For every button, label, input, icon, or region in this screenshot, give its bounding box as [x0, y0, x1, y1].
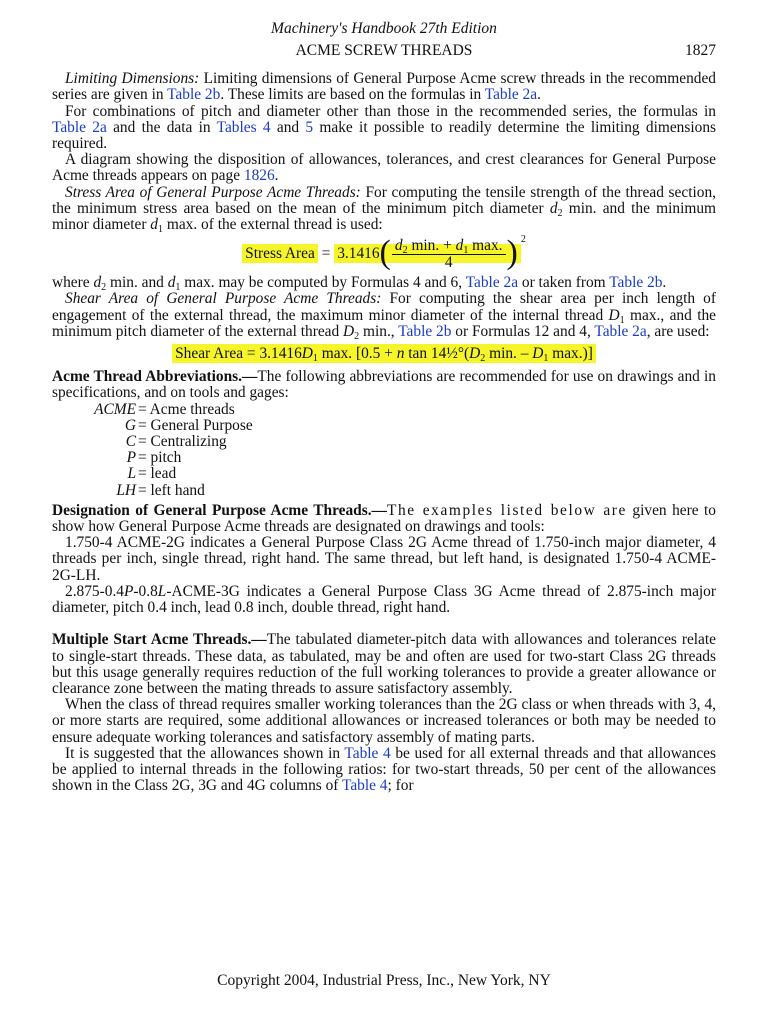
link-table-5[interactable]: 5	[305, 118, 314, 136]
limiting-heading: Limiting Dimensions:	[65, 70, 200, 88]
abbr-value: = Centralizing	[138, 433, 227, 451]
fraction-denominator: 4	[444, 254, 453, 272]
symbol: d	[549, 199, 558, 217]
fraction	[392, 238, 506, 271]
right-paren: )	[506, 233, 518, 271]
formula-highlight	[242, 244, 318, 263]
paragraph-designation-example-2	[52, 584, 716, 616]
text: -ACME-3G indicates a General Purpose Class 3G Acme thread of 2.875-inch major diameter, pitch 0.4 inch, lead 0.8 inch, double thread, right hand.	[52, 582, 716, 617]
symbol: L	[157, 582, 167, 600]
link-table-2a[interactable]: Table 2a	[52, 118, 107, 136]
abbr-value: = Acme threads	[138, 400, 235, 418]
subscript: 1	[312, 353, 318, 365]
text: For computing the shear area per inch length of engagement of the external thread, the maximum minor diameter of the internal thread	[52, 290, 716, 324]
text: 2.875-0.4	[65, 582, 124, 600]
abbr-value: = pitch	[138, 449, 182, 467]
text: max.	[468, 237, 503, 255]
text: min. and the minimum minor diameter	[52, 199, 717, 234]
link-table-4[interactable]: Table 4	[344, 744, 391, 762]
text: tan 14½°(	[404, 345, 470, 363]
link-table-2b[interactable]: Table 2b	[167, 86, 221, 104]
link-table-2a[interactable]: Table 2a	[484, 86, 538, 104]
paragraph-shear-area	[52, 291, 716, 340]
text: max.)]	[548, 345, 593, 363]
abbr-key: P	[126, 449, 136, 467]
text: A diagram showing the disposition of allowances, tolerances, and crest clearances for General Purpose Acme threads appears on page	[52, 151, 716, 185]
abbr-value: = General Purpose	[138, 416, 253, 434]
shear-area-formula	[52, 345, 716, 365]
symbol: d	[93, 274, 102, 292]
subscript: 1	[543, 353, 549, 365]
subscript: 1	[619, 314, 625, 326]
link-table-2a[interactable]: Table 2a	[465, 274, 519, 292]
paragraph-stress-where	[52, 274, 716, 294]
document-page	[52, 18, 716, 794]
text: make it possible to readily determine the limiting dimensions required.	[52, 118, 717, 153]
link-table-2b[interactable]: Table 2b	[609, 274, 663, 292]
symbol: D	[469, 345, 481, 363]
abbreviations-heading: Acme Thread Abbreviations.—	[52, 368, 258, 386]
text: The following abbreviations are recommended for use on drawings and in specifications, and on tools and gages:	[52, 368, 716, 402]
text: The tabulated diameter-pitch data with allowances and tolerances relate to single-start threads. These data, as tabulated, may be and often are used for two-start Class 2G threads but this usage generally requires reduction of the full working tolerances to provide a greater allowance or clearance zone between the mating threads to assure satisfactory assembly.	[52, 631, 716, 697]
formula-equals: =	[317, 245, 335, 263]
exponent: 2	[520, 234, 526, 246]
symbol: d	[150, 216, 158, 234]
paragraph-stress-area	[52, 185, 716, 234]
subscript: 1	[463, 245, 469, 257]
symbol: D	[343, 322, 355, 340]
subscript: 1	[175, 282, 181, 294]
text: . These limits are based on the formulas in	[220, 86, 485, 104]
text: For computing the tensile strength of the thread section, the minimum stress area based on the mean of the minimum pitch diameter	[52, 183, 716, 217]
paragraph-limiting-dimensions	[52, 71, 716, 103]
symbol: D	[608, 306, 620, 324]
designation-heading: Designation of General Purpose Acme Threads.—	[52, 501, 387, 519]
formula-label: Shear Area	[175, 345, 244, 363]
page-number: 1827	[685, 42, 716, 60]
subscript: 2	[101, 282, 107, 294]
symbol: P	[124, 582, 134, 600]
formula-highlight	[172, 344, 596, 363]
abbr-key: G	[124, 416, 136, 434]
shear-heading: Shear Area of General Purpose Acme Threads:	[65, 290, 382, 308]
text: -0.8	[133, 582, 158, 600]
paragraph-combinations	[52, 104, 716, 153]
book-title: Machinery's Handbook 27th Edition	[271, 20, 497, 37]
subscript: 2	[557, 207, 563, 219]
text: given here to show how General Purpose Acme threads are designated on drawings and tools:	[52, 501, 716, 536]
symbol: D	[532, 345, 544, 363]
text: , are used:	[646, 322, 710, 340]
text: min. +	[411, 237, 456, 255]
text: where	[52, 274, 94, 292]
abbr-key: C	[125, 433, 136, 451]
text: min. –	[485, 345, 533, 363]
left-paren: (	[379, 233, 391, 271]
symbol: d	[167, 274, 176, 292]
text: max. may be computed by Formulas 4 and 6,	[180, 274, 466, 292]
text: It is suggested that the allowances shown in	[65, 744, 345, 762]
text: ; for	[387, 777, 414, 795]
symbol: d	[455, 237, 464, 255]
link-page-1826[interactable]: 1826	[243, 167, 275, 185]
paragraph-multiple-start-2: When the class of thread requires smaller working tolerances than the 2G class or when threads with 3, 4, or more starts are required, some additional allowances or increased tolerances or both may be needed to ensure adequate working tolerances and satisfactory assembly of mating parts.	[52, 696, 716, 746]
paragraph-multiple-start-3	[52, 746, 716, 795]
text: .	[537, 86, 541, 104]
abbreviation-list	[52, 402, 716, 499]
paragraph-abbreviations	[52, 369, 716, 401]
abbr-key: L	[127, 465, 136, 483]
link-table-2b[interactable]: Table 2b	[398, 322, 452, 340]
symbol: d	[394, 237, 403, 255]
text: max. of the external thread is used:	[163, 216, 383, 234]
paragraph-designation	[52, 503, 716, 535]
link-table-2a[interactable]: Table 2a	[594, 322, 647, 340]
subscript: 2	[354, 330, 360, 342]
link-table-4[interactable]: Table 4	[342, 777, 388, 795]
subscript: 2	[402, 245, 408, 257]
copyright-footer: Copyright 2004, Industrial Press, Inc., New York, NY	[217, 972, 551, 989]
text: .	[662, 274, 667, 292]
paragraph-multiple-start	[52, 632, 716, 697]
abbr-key: LH	[116, 481, 136, 499]
abbr-key: ACME	[94, 400, 136, 418]
abbr-value: = left hand	[138, 481, 205, 499]
multistart-heading: Multiple Start Acme Threads.—	[52, 631, 267, 649]
link-tables-4[interactable]: Tables 4	[216, 118, 271, 136]
text: .	[274, 167, 279, 185]
text: max., and the minimum pitch diameter of the external thread	[52, 306, 716, 340]
text: or taken from	[518, 274, 610, 292]
text: be used for all external threads and that allowances be applied to internal threads in the following ratios: for two-start threads, 50 per cent of the allowances shown in the Class 2G, 3G and 4G columns of	[52, 744, 716, 795]
text: min.,	[359, 322, 399, 340]
text: For combinations of pitch and diameter other than those in the recommended series, the formulas in	[65, 102, 716, 120]
text: or Formulas 12 and 4,	[451, 322, 595, 340]
stress-heading: Stress Area of General Purpose Acme Threads:	[65, 183, 361, 201]
text: Limiting dimensions of General Purpose Acme screw threads in the recommended series are given in	[52, 70, 716, 104]
text: max. [0.5 +	[317, 345, 397, 363]
paragraph-designation-example-1: 1.750-4 ACME-2G indicates a General Purpose Class 2G Acme thread of 1.750-inch major diameter, 4 threads per inch, single thread, right hand. The same thread, but left hand, is designated 1.750-4 ACME-2G-LH.	[52, 534, 716, 584]
formula-constant: 3.1416	[337, 245, 380, 263]
symbol: D	[301, 345, 313, 363]
abbr-value: = lead	[138, 465, 177, 483]
running-header	[52, 43, 716, 61]
stress-area-formula	[52, 233, 716, 272]
text: min. and	[106, 274, 168, 292]
subscript: 1	[158, 224, 163, 236]
paragraph-diagram	[52, 152, 716, 184]
text: 3.1416	[259, 345, 302, 363]
text: and	[270, 118, 306, 136]
formula-label: Stress Area	[245, 245, 315, 263]
text: The examples listed below are	[386, 501, 627, 519]
formula-equals: =	[243, 345, 260, 363]
chapter-title: ACME SCREW THREADS	[295, 42, 473, 60]
text: and the data in	[106, 118, 217, 136]
subscript: 2	[480, 353, 486, 365]
symbol: n	[396, 345, 405, 363]
formula-highlight	[334, 233, 521, 272]
fraction-numerator	[392, 238, 506, 255]
